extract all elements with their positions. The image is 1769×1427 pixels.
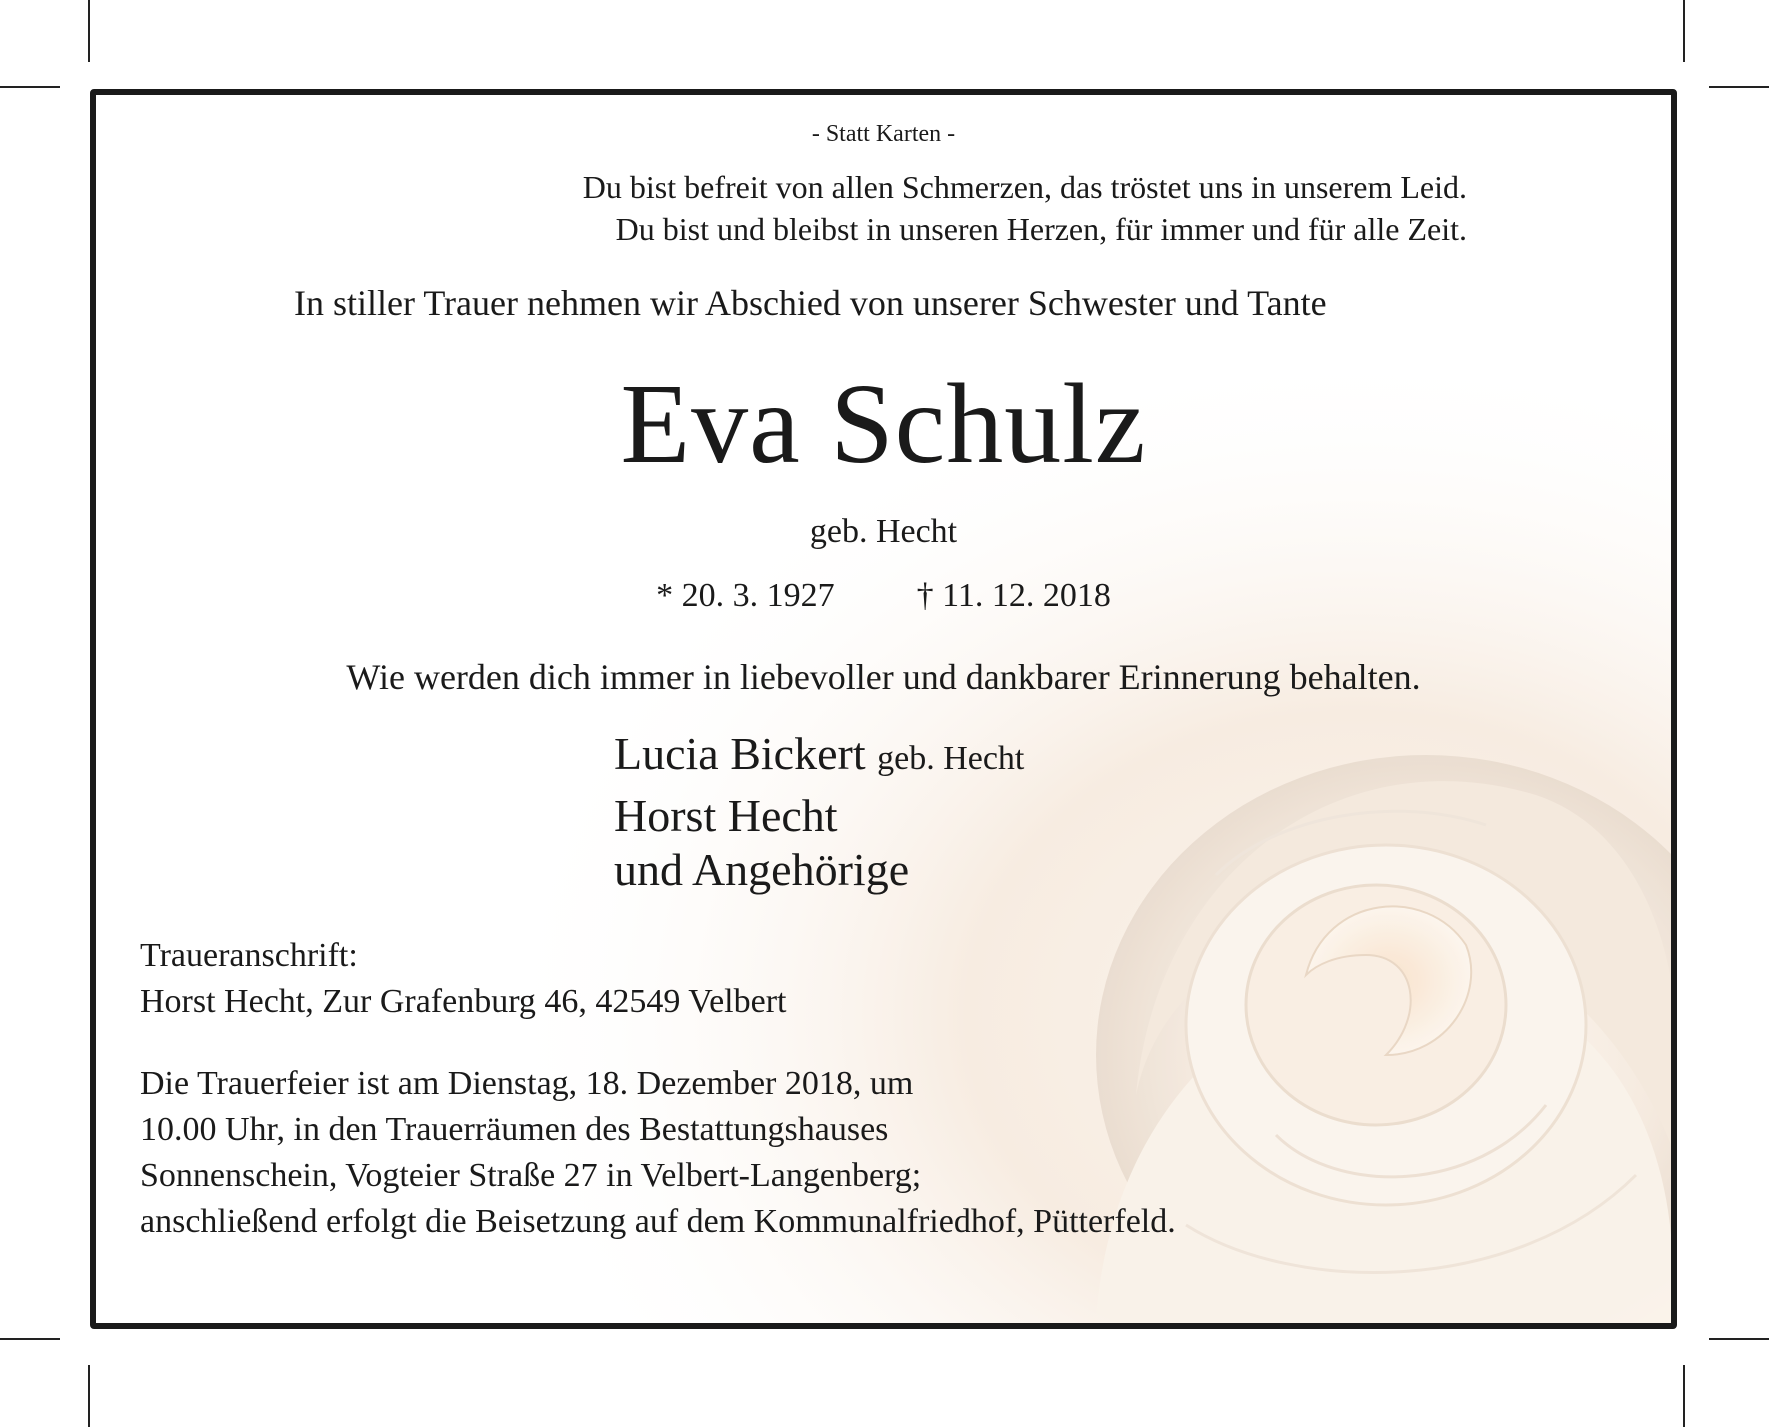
mourner-1 (614, 728, 1025, 779)
intro-text: In stiller Trauer nehmen wir Abschied von unserer Schwester und Tante (294, 283, 1327, 323)
birth-date: * 20. 3. 1927 (656, 577, 835, 614)
address-line: Horst Hecht, Zur Grafenburg 46, 42549 Velbert (140, 983, 787, 1020)
death-date: † 11. 12. 2018 (916, 577, 1111, 614)
crop-mark (1683, 1365, 1685, 1427)
crop-mark (88, 0, 90, 62)
verse-line-1: Du bist befreit von allen Schmerzen, das tröstet uns in unserem Leid. (582, 169, 1467, 205)
crop-mark (1709, 86, 1769, 88)
service-line-2: 10.00 Uhr, in den Trauerräumen des Bestattungshauses (140, 1111, 889, 1148)
crop-mark (1683, 0, 1685, 62)
mourner-note: geb. Hecht (877, 740, 1025, 777)
statt-karten-note: - Statt Karten - (811, 121, 956, 147)
crop-mark (0, 86, 60, 88)
obituary-card (90, 89, 1677, 1329)
address-label: Traueranschrift: (140, 937, 358, 974)
deceased-name: Eva Schulz (620, 360, 1147, 487)
crop-mark (0, 1338, 60, 1340)
crop-mark (88, 1365, 90, 1427)
life-dates (96, 579, 1671, 613)
service-line-1: Die Trauerfeier ist am Dienstag, 18. Dezember 2018, um (140, 1065, 914, 1102)
verse-line-2: Du bist und bleibst in unseren Herzen, für immer und für alle Zeit. (615, 211, 1467, 247)
service-line-4: anschließend erfolgt die Beisetzung auf dem Kommunalfriedhof, Pütterfeld. (140, 1203, 1176, 1240)
mourner-3: und Angehörige (614, 844, 910, 895)
memory-text: Wie werden dich immer in liebevoller und dankbarer Erinnerung behalten. (346, 657, 1421, 697)
mourner-2: Horst Hecht (614, 790, 838, 841)
maiden-name: geb. Hecht (809, 513, 958, 550)
crop-mark (1709, 1338, 1769, 1340)
service-line-3: Sonnenschein, Vogteier Straße 27 in Velbert-Langenberg; (140, 1157, 922, 1194)
mourner-name: Lucia Bickert (614, 728, 866, 779)
